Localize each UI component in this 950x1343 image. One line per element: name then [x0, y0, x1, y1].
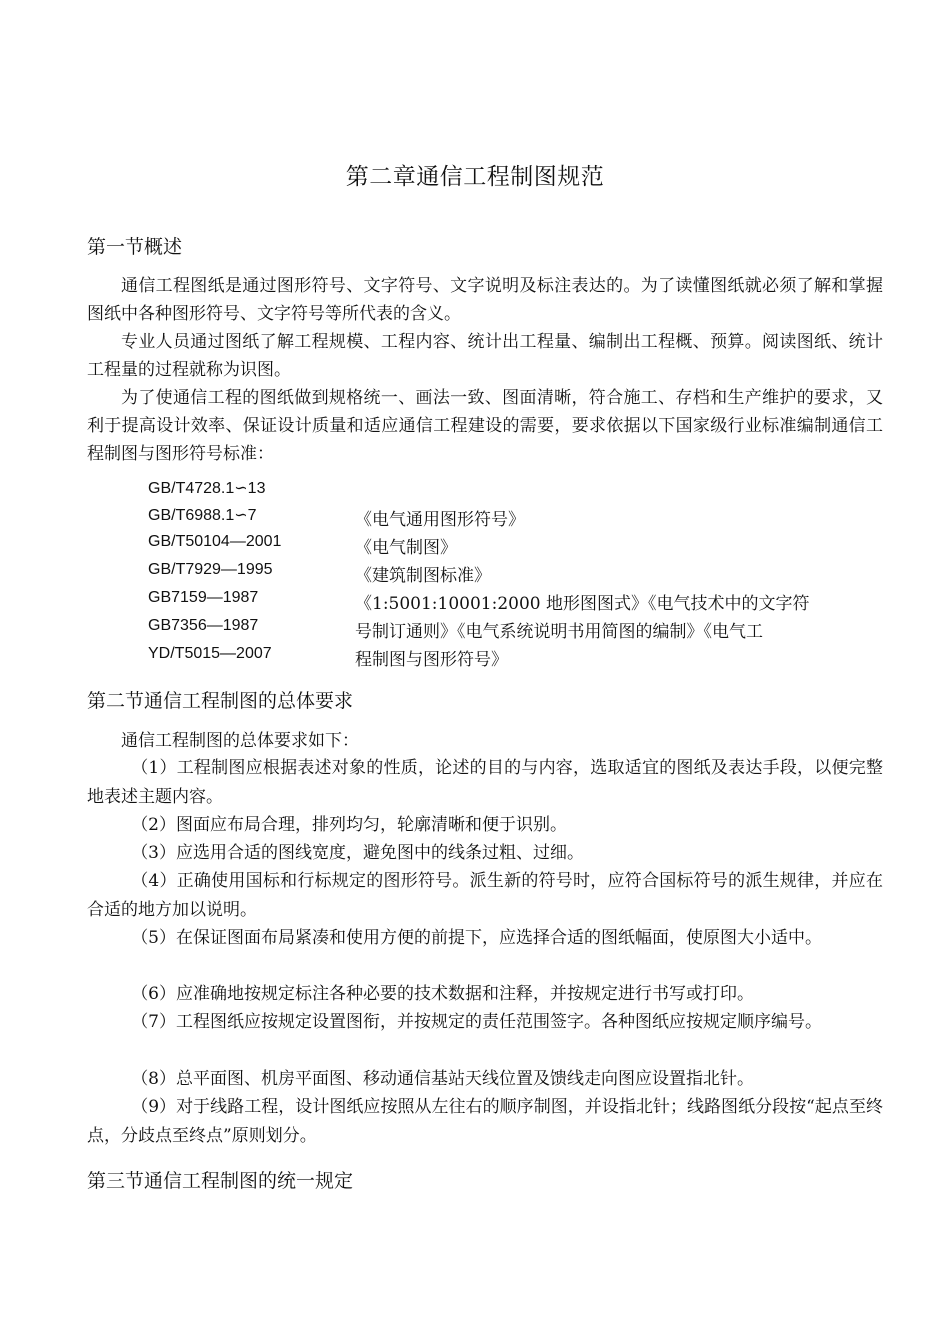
paragraph: 为了使通信工程的图纸做到规格统一、画法一致、图面清晰，符合施工、存档和生产维护的要求，又利于提高设计效率、保证设计质量和适应通信工程建设的需要，要求依据以下国家级行业标准编制通信工程制图与图形符号标准：: [87, 388, 883, 464]
requirement-item: （2）图面应布局合理，排列均匀，轮廓清晰和便于识别。: [131, 815, 568, 835]
standard-desc: 《电气制图》: [355, 538, 457, 558]
requirement-item: （6）应准确地按规定标注各种必要的技术数据和注释，并按规定进行书写或打印。: [131, 984, 755, 1004]
requirement-item: （3）应选用合适的图线宽度，避免图中的线条过粗、过细。: [131, 843, 585, 863]
standard-desc: 程制图与图形符号》: [355, 650, 508, 670]
requirement-item: （7）工程图纸应按规定设置图衔，并按规定的责任范围签字。各种图纸应按规定顺序编号。: [131, 1012, 823, 1032]
standard-code: GB/T7929—1995: [148, 561, 273, 578]
requirement-item: （4）正确使用国标和行标规定的图形符号。派生新的符号时，应符合国标符号的派生规律，并应在合适的地方加以说明。: [87, 871, 883, 920]
standard-desc: 号制订通则》《电气系统说明书用简图的编制》《电气工: [355, 622, 763, 642]
standard-code: GB/T50104—2001: [148, 533, 282, 550]
requirement-item: （9）对于线路工程，设计图纸应按照从左往右的顺序制图，并设指北针；线路图纸分段按“起点至终点，分歧点至终点”原则划分。: [87, 1097, 883, 1146]
paragraph: 专业人员通过图纸了解工程规模、工程内容、统计出工程量、编制出工程概、预算。阅读图纸、统计工程量的过程就称为识图。: [87, 332, 883, 380]
standard-code: GB7356—1987: [148, 617, 259, 634]
standard-code: GB/T6988.1∽7: [148, 507, 257, 524]
requirement-item: （5）在保证图面布局紧凑和使用方便的前提下，应选择合适的图纸幅面，使原图大小适中。: [131, 928, 823, 948]
section-heading-1: 第一节概述: [87, 236, 183, 258]
standard-desc: 《电气通用图形符号》: [355, 510, 525, 530]
paragraph: 通信工程图纸是通过图形符号、文字符号、文字说明及标注表达的。为了读懂图纸就必须了解和掌握图纸中各种图形符号、文字符号等所代表的含义。: [87, 276, 883, 324]
standard-code: YD/T5015—2007: [148, 645, 272, 662]
chapter-title: 第二章通信工程制图规范: [345, 164, 605, 190]
section-heading-2: 第二节通信工程制图的总体要求: [87, 690, 354, 712]
standard-code: GB/T4728.1∽13: [148, 480, 266, 497]
requirements-intro: 通信工程制图的总体要求如下：: [121, 731, 359, 751]
requirement-item: （1）工程制图应根据表述对象的性质，论述的目的与内容，选取适宜的图纸及表达手段，以便完整地表述主题内容。: [87, 758, 883, 807]
section-heading-3: 第三节通信工程制图的统一规定: [87, 1170, 354, 1192]
standard-code: GB7159—1987: [148, 589, 259, 606]
requirement-item: （8）总平面图、机房平面图、移动通信基站天线位置及馈线走向图应设置指北针。: [131, 1069, 755, 1089]
standard-desc: 《建筑制图标准》: [355, 566, 491, 586]
standard-desc: 《1:5001:10001:2000 地形图图式》《电气技术中的文字符: [355, 594, 810, 614]
